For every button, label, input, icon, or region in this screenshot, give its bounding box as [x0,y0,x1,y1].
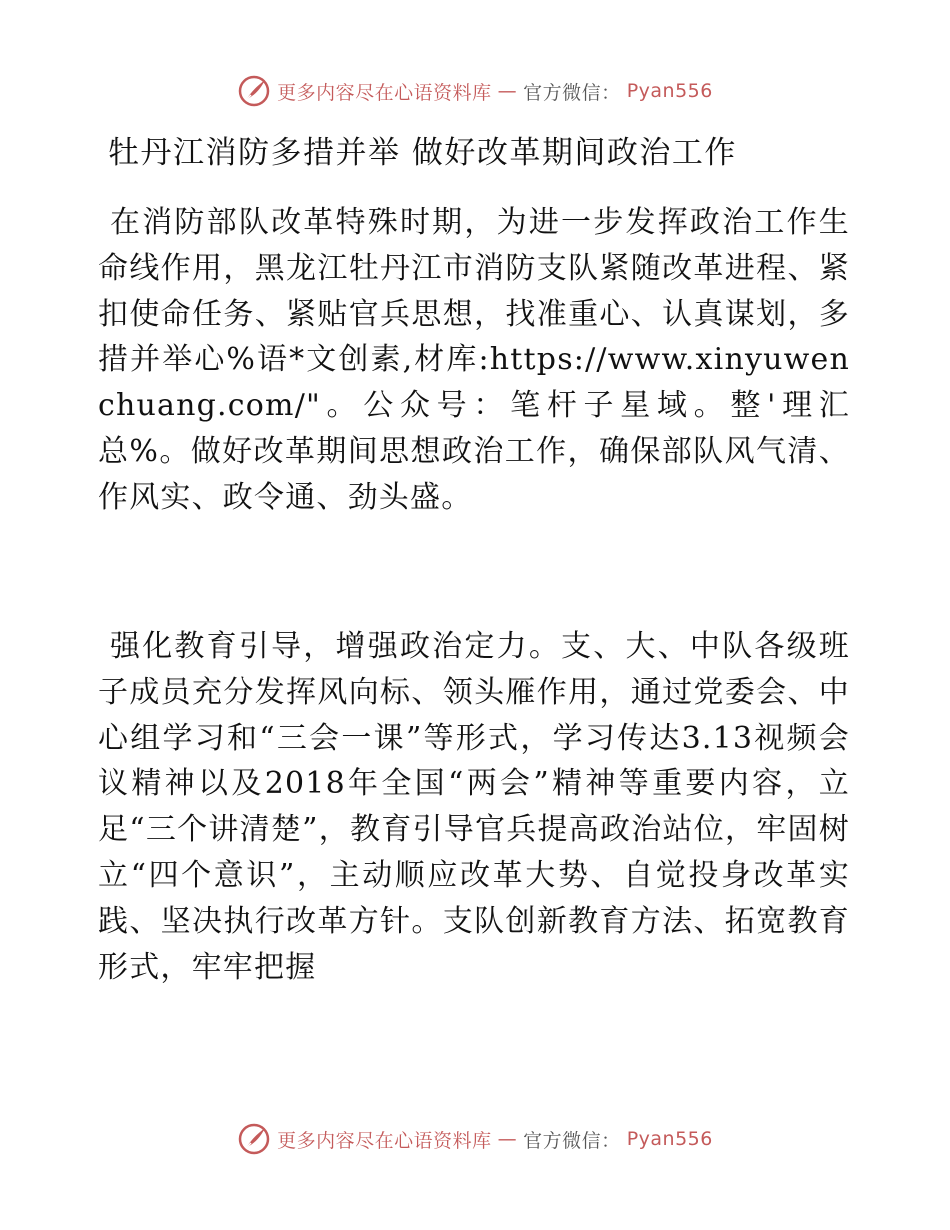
paragraph-education: 强化教育引导，增强政治定力。支、大、中队各级班子成员充分发挥风向标、领头雁作用，通过党委会、中心组学习和“三会一课”等形式，学习传达3.13视频会议精神以及2018年全国“两会”精神等重要内容，立足“三个讲清楚”，教育引导官兵提高政治站位，牢固树立“四个意识”，主动顺应改革大势、自觉投身改革实践、坚决执行改革方针。支队创新教育方法、拓宽教育形式，牢牢把握 [98,629,850,985]
footer-watermark [0,1122,950,1156]
watermark-text: 更多内容尽在心语资料库 [277,1129,492,1152]
quill-logo-icon [237,1122,271,1156]
watermark-wechat-label: 官方微信： [523,81,621,104]
watermark-separator: — [497,80,518,102]
watermark-wechat-id: Pyan556 [626,80,713,102]
watermark-text: 更多内容尽在心语资料库 [277,81,492,104]
watermark-separator: — [497,1128,518,1150]
watermark-wechat-label: 官方微信： [523,1129,621,1152]
quill-logo-icon [237,74,271,108]
watermark-wechat-id: Pyan556 [626,1128,713,1150]
paragraph-intro: 在消防部队改革特殊时期，为进一步发挥政治工作生命线作用，黑龙江牡丹江市消防支队紧随改革进程、紧扣使命任务、紧贴官兵思想，找准重心、认真谋划，多措并举心%语*文创素,材库:https://www.xinyuwenchuang.com/"。公众号：笔杆子星域。整'理汇总%。做好改革期间思想政治工作，确保部队风气清、作风实、政令通、劲头盛。 [98,205,850,515]
document-title: 牡丹江消防多措并举 做好改革期间政治工作 [108,135,737,171]
header-watermark [0,74,950,108]
